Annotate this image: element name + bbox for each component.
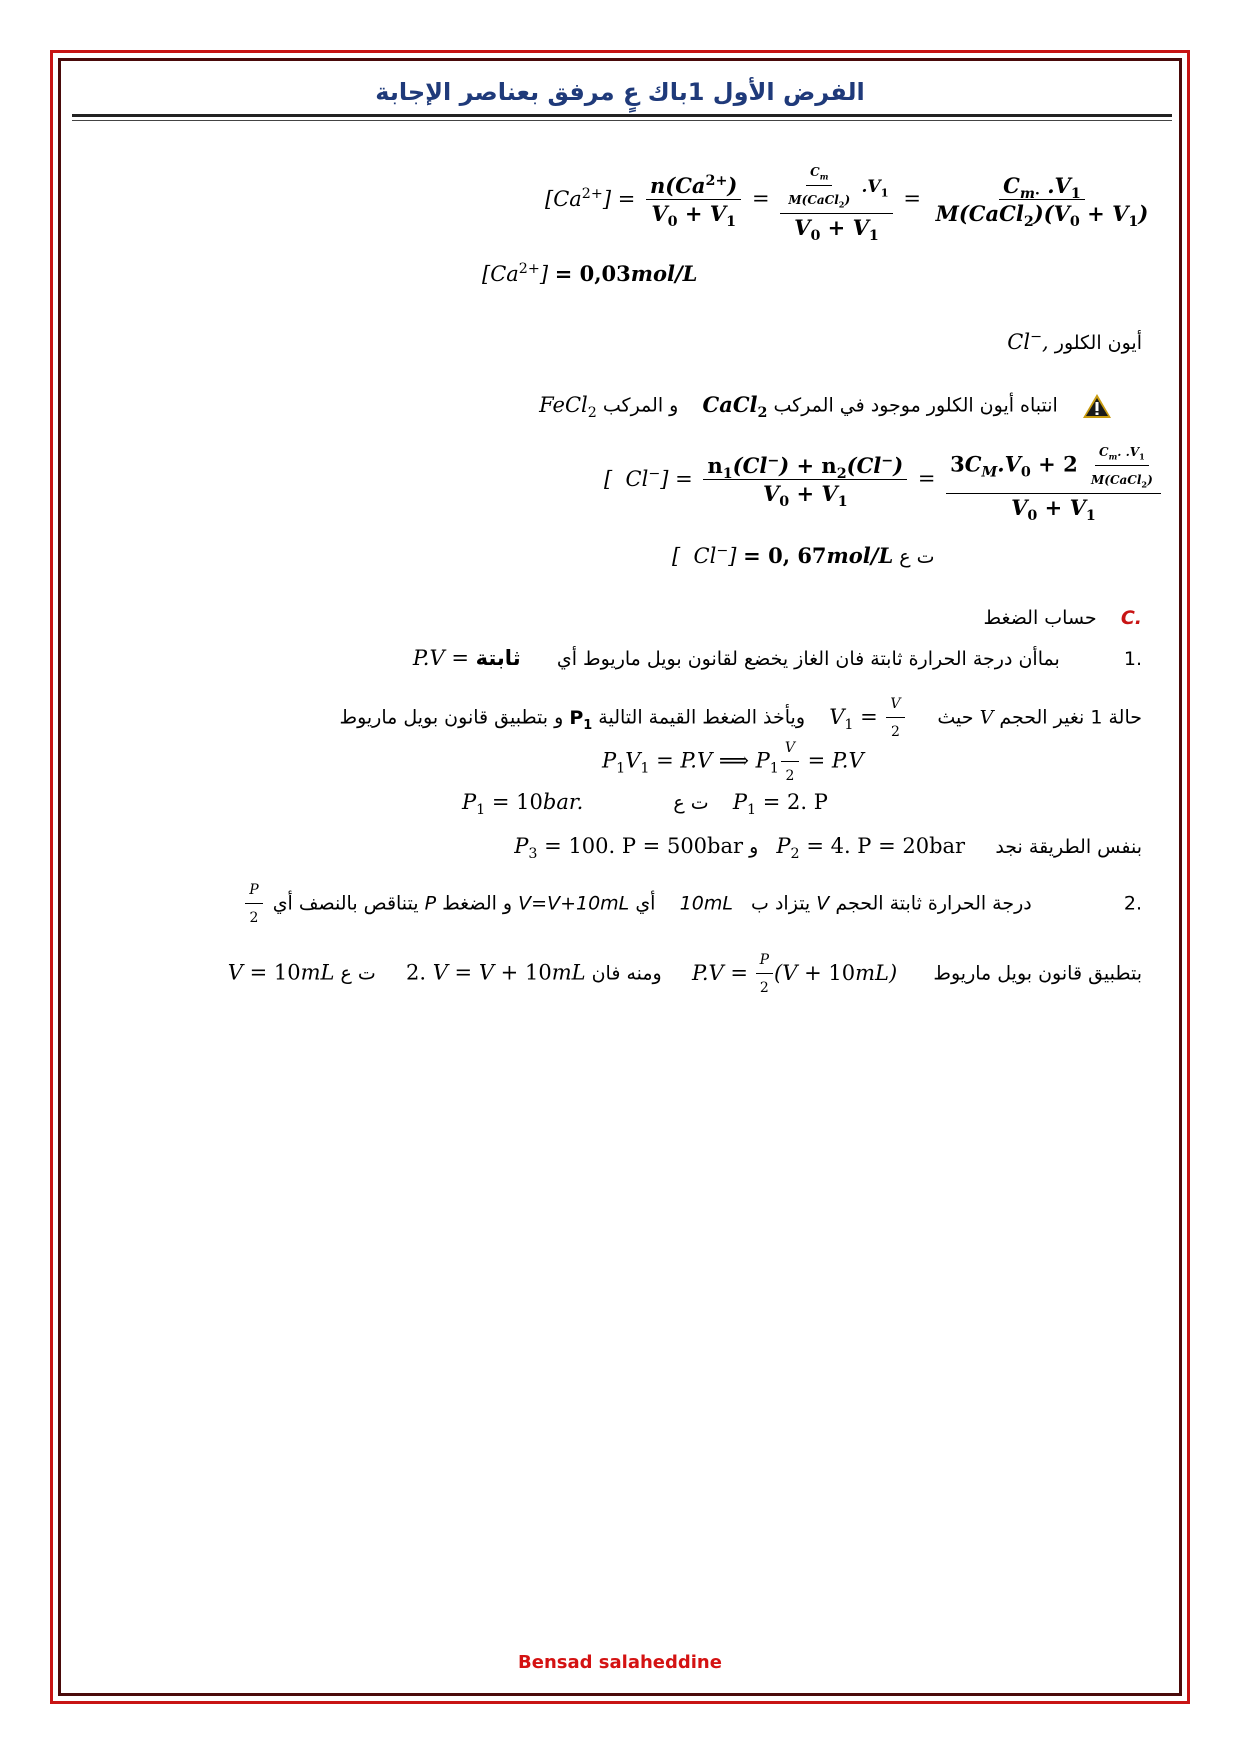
case-1-text-c: ويأخذ الضغط القيمة التالية: [598, 706, 806, 729]
item-1-formula: P.V = ثابتة: [412, 646, 521, 670]
chloride-title: أيون الكلور: [1054, 332, 1142, 354]
note-and: و المركب: [602, 394, 679, 417]
item-1-number: 1.: [1123, 648, 1142, 670]
apply-text: بتطبيق قانون بويل ماريوط: [933, 962, 1142, 985]
cl-formula: [ Cl−] = $\frac{n_1(Cl^-) + n_2(Cl^-)}{V_0 + V_1}$ = $3C_M.V_0 + 2$ $\frac{C_m. .V_1}{M(CaCl_2)}$ $V_0 + V_1$: [604, 440, 1165, 520]
item-1-text: بماأن درجة الحرارة ثابتة فان الغاز يخضع لقانون بويل ماريوط أي: [556, 648, 1060, 670]
then-eq: 2. V = V + 10mL: [405, 960, 586, 985]
title-rule-thin: [72, 120, 1172, 121]
ca-frac-1: $\frac{n(Ca^{2+})}{V_0 + V_1}$: [646, 174, 741, 226]
page-border-inner: [58, 58, 1182, 1696]
ca-frac-2: $\frac{C_m}{M(CaCl_2)}$ $.V_1$ $V_0 + V_1$: [780, 160, 892, 240]
and-text: و: [749, 836, 759, 858]
page-title: الفرض الأول 1باك عٍ مرفق بعناصر الإجابة: [375, 78, 865, 106]
item-2-frac: $\frac{P}{2}$: [245, 878, 262, 930]
p3-formula: $P_3 = 100$. P = 500bar: [514, 834, 744, 863]
ca-frac-3: $\frac{C_{m\cdot} .V_1}{M(CaCl_2)(V_0 + V_1)}$: [935, 173, 1149, 231]
p2-formula: $P_2 = 4$. P = 20bar: [776, 834, 966, 863]
item-2: [241, 878, 1142, 930]
cl-lhs: [ Cl−] =: [604, 465, 693, 491]
note-compound-fecl2: FeCl$_2$: [539, 392, 597, 421]
title-rule: [72, 114, 1172, 117]
ca-formula: $[Ca^{2+}]$ = $\frac{n(Ca^{2+})}{V_0 + V_1}$ = $\frac{C_m}{M(CaCl_2)}$ $.V_1$ $V_0 + V_1$ = $\frac{C_{m\cdot} .V_1}{M(CaCl_2)(V_0 + V_1)}$: [545, 160, 1156, 240]
item-2-eq: V=V+10mL: [518, 892, 630, 915]
case-1-p1: $P_1$: [569, 706, 593, 733]
item-2-v: V: [816, 892, 830, 915]
final-label: ت ع: [340, 962, 376, 985]
item-2-text-b: يتزاد ب: [751, 892, 811, 915]
p1-result: $P_1 = 10bar$.: [462, 790, 584, 819]
cl-result: [ Cl−] = 0, 67mol/L: [672, 543, 894, 568]
case-1-text-b: حيث: [937, 706, 974, 729]
cl-frac-1: $\frac{n_1(Cl^-) + n_2(Cl^-)}{V_0 + V_1}$: [703, 454, 907, 506]
section-c-label: C.: [1120, 607, 1142, 629]
item-1: [413, 646, 1142, 671]
apply-eq: P.V = $\frac{P}{2}$ (V + 10mL): [692, 961, 897, 985]
item-2-p: P: [424, 892, 437, 915]
boyle-equation: $P_1V_1 = P.V$ ⟹ $P_1$ $\frac{V}{2}$ = P.V: [602, 736, 864, 788]
item-2-text-d: و الضغط: [442, 892, 513, 915]
case-1-eq: $V_1$ = $\frac{V}{2}$: [829, 705, 913, 729]
cl-frac-2: $3C_M.V_0 + 2$ $\frac{C_m. .V_1}{M(CaCl_2)}$ $V_0 + V_1$: [946, 440, 1161, 520]
same-way-text: بنفس الطريقة نجد: [995, 836, 1142, 858]
item-2-text-c: أي: [635, 892, 656, 915]
cl-result-label: ت ع: [899, 546, 935, 568]
section-c-heading: [984, 606, 1143, 630]
note-compound-cacl2: CaCl$_2$: [702, 391, 768, 421]
ca-lhs: $[Ca^{2+}]$ =: [545, 185, 636, 211]
footer-author: Bensad salaheddine: [518, 1652, 722, 1673]
p1-result-line: [462, 790, 828, 819]
case-1-v: V: [979, 706, 994, 729]
p1-formula: $P_1 = 2$. P: [732, 790, 828, 819]
section-c-title: حساب الضغط: [983, 607, 1097, 629]
p1-label: ت ع: [673, 792, 709, 814]
item-2-text-a: درجة الحرارة ثابتة الحجم: [835, 892, 1032, 915]
final-eq: V = 10mL: [227, 960, 335, 985]
warning-triangle-icon: [1082, 392, 1112, 420]
case-1-text-d: و بتطبيق قانون بويل ماريوط: [339, 706, 564, 729]
ca-result: $[Ca^{2+}] = 0,03mol/L$: [482, 261, 698, 286]
case-1-text-a: حالة 1 نغير الحجم: [999, 706, 1142, 729]
item-2-text-e: يتناقص بالنصف أي: [272, 892, 419, 915]
note-line: [539, 392, 1112, 420]
item-2-number: 2.: [1123, 892, 1142, 915]
apply-line: [228, 948, 1142, 1000]
cl-result-line: [672, 544, 935, 569]
same-way-line: [514, 834, 1142, 863]
item-2-10ml: 10mL: [679, 892, 733, 915]
chloride-symbol: Cl−,: [1007, 329, 1049, 354]
chloride-heading: [1007, 330, 1142, 355]
note-text: انتباه أيون الكلور موجود في المركب: [773, 394, 1058, 417]
then-text: ومنه فان: [591, 962, 662, 985]
